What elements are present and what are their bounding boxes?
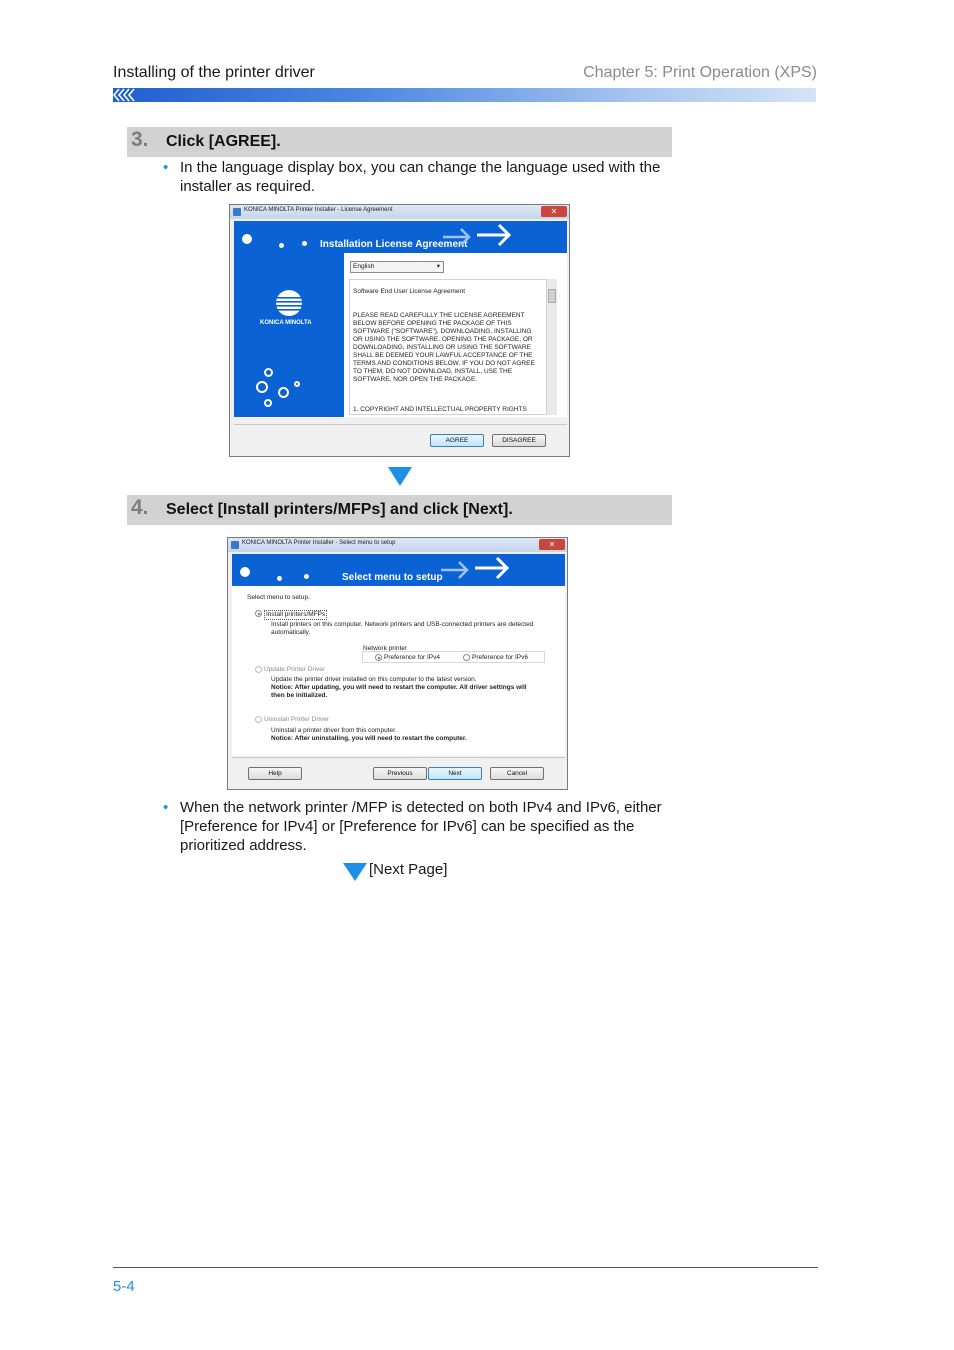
page-number: 5-4 [113,1278,135,1295]
step-title: Click [AGREE]. [166,133,281,150]
license-text-box[interactable] [349,279,547,415]
brand-logo-text: KONICA MINOLTA [260,320,312,326]
bullet-text: In the language display box, you can change the language used with the installer as required. [180,159,661,195]
license-body: PLEASE READ CAREFULLY THE LICENSE AGREEMENT BELOW BEFORE OPENING THE PACKAGE OF THIS SOFTWARE ("SOFTWARE"), DOWNLOADING, INSTALLING OR USING THE SOFTWARE. OPENING THE PACKAGE, OR DOWNLOADING, INSTALLING OR USING THE SOFTWARE SHALL BE DEEMED YOUR LAWFUL ACCEPTANCE OF THE TERMS AND CONDITIONS BELOW. IF YOU DO NOT AGREE TO THEM, DO NOT DOWNLOAD, INSTALL, USE THE SOFTWARE, NOR OPEN THE PACKAGE. [353,312,535,383]
update-option-notice: Notice: After updating, you will need to restart the computer. All driver settings will then be initialized. [271,684,527,699]
update-radio[interactable] [255,666,262,673]
konica-minolta-logo-icon [275,289,303,317]
ipv4-radio[interactable] [375,654,382,661]
brand-panel [234,253,344,417]
decor-dot [240,567,250,577]
decor-dot [242,234,252,244]
bullet-language-note [163,158,672,196]
content-area [344,253,567,417]
ipv6-label[interactable]: Preference for IPv6 [472,654,528,661]
running-header-title: Installing of the printer driver [113,64,315,81]
ipv4-label[interactable]: Preference for IPv4 [384,654,440,661]
banner-title: Installation License Agreement [320,239,468,250]
window-title: KONICA MINOLTA Printer Installer - Select menu to setup [242,540,396,546]
decor-dot [302,241,307,246]
decor-dot [264,399,272,407]
down-triangle-icon [388,467,412,486]
license-heading: Software End User License Agreement [353,288,466,295]
agree-button[interactable]: AGREE [430,434,484,447]
chapter-title: Chapter 5: Print Operation (XPS) [583,64,817,81]
decor-dot [256,381,268,393]
prompt-text: Select menu to setup. [247,594,310,601]
app-icon [233,208,241,216]
step-number: 3. [131,128,149,151]
arrow-icon [439,223,515,251]
select-menu-window [227,537,568,790]
next-button[interactable]: Next [428,767,482,780]
step-4-heading [127,495,672,525]
uninstall-option-notice: Notice: After uninstalling, you will need to restart the computer. [271,735,467,742]
arrow-icon [437,556,513,584]
step-title: Select [Install printers/MFPs] and click [Next]. [166,501,513,518]
language-value: English [353,263,375,270]
language-select[interactable] [350,261,444,273]
next-page-triangle-icon [343,863,367,881]
installer-banner [234,221,567,253]
bullet-ip-preference-note [163,798,672,855]
chevron-down-icon: ▾ [436,263,440,270]
license-scrollbar[interactable] [547,279,557,415]
install-radio[interactable] [255,610,262,617]
install-option-label[interactable]: Install printers/MFPs [266,611,326,618]
decor-dot [279,243,284,248]
update-option-desc: Update the printer driver installed on this computer to the latest version. [271,676,477,683]
window-titlebar [228,538,567,552]
app-icon [231,541,239,549]
cancel-button[interactable]: Cancel [490,767,544,780]
chevrons-icon [113,88,135,102]
step-3-heading [127,127,672,157]
divider [234,424,567,425]
banner-title: Select menu to setup [342,572,443,583]
uninstall-option-desc: Uninstall a printer driver from this computer. [271,727,397,734]
uninstall-radio[interactable] [255,716,262,723]
network-printer-label: Network printer [363,645,408,652]
bullet-text: When the network printer /MFP is detected on both IPv4 and IPv6, either [Preference for IPv4] or [Preference for IPv6] can be specified as the prioritized address. [180,799,662,854]
installer-banner [232,554,565,586]
next-page-link[interactable]: [Next Page] [369,861,448,878]
uninstall-option-label[interactable]: Uninstall Printer Driver [264,716,330,723]
window-titlebar [230,205,569,219]
bullet-dot-icon: • [163,159,169,176]
decor-dot [294,381,300,387]
disagree-button[interactable]: DISAGREE [492,434,546,447]
window-title: KONICA MINOLTA Printer Installer - License Agreement [244,207,393,213]
decor-dot [304,574,309,579]
header-gradient-bar [113,88,816,102]
ipv6-radio[interactable] [463,654,470,661]
close-icon[interactable]: ✕ [539,539,565,550]
divider [232,757,565,758]
install-option-desc: Install printers on this computer. Network printers and USB-connected printers are detected automatically. [271,621,534,636]
license-agreement-window [229,204,570,457]
decor-dot [264,368,273,377]
decor-dot [278,387,289,398]
step-number: 4. [131,496,149,519]
update-option-label[interactable]: Update Printer Driver [264,666,326,673]
bullet-dot-icon: • [163,799,169,816]
scrollbar-thumb[interactable] [548,289,556,303]
footer-rule [113,1267,818,1268]
license-section: 1. COPYRIGHT AND INTELLECTUAL PROPERTY RIGHTS [353,406,527,413]
decor-dot [277,576,282,581]
previous-button[interactable]: Previous [373,767,427,780]
content-area [232,586,565,756]
close-icon[interactable]: ✕ [541,206,567,217]
help-button[interactable]: Help [248,767,302,780]
